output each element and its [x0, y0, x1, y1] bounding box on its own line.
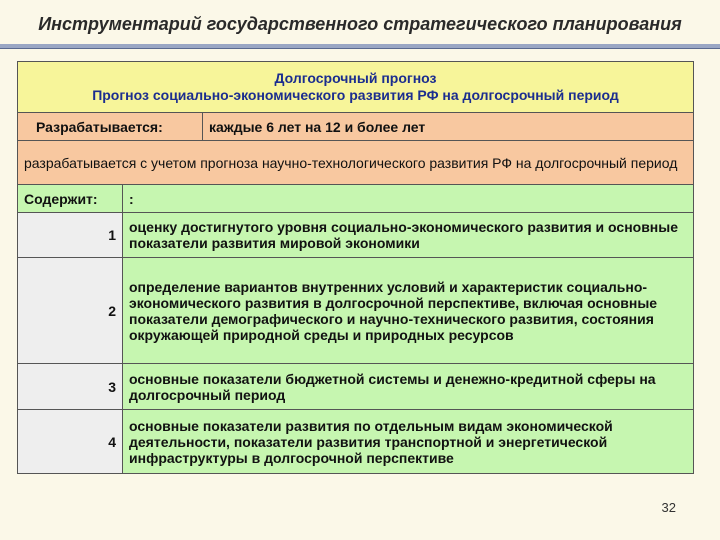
- table-row: [18, 410, 694, 474]
- table-row: [18, 258, 694, 364]
- slide-title: Инструментарий государственного стратегического планирования: [38, 14, 682, 34]
- item-text: основные показатели бюджетной системы и денежно-кредитной сферы на долгосрочный период: [123, 364, 694, 410]
- forecast-table: [17, 61, 694, 474]
- item-number: 2: [18, 258, 123, 364]
- item-text: основные показатели развития по отдельным видам экономической деятельности, показатели развития транспортной и энергетической инфраструктуры в долгосрочной перспективе: [123, 410, 694, 474]
- developed-value: каждые 6 лет на 12 и более лет: [203, 113, 694, 141]
- table-row: [18, 364, 694, 410]
- item-number: 1: [18, 213, 123, 258]
- forecast-subheading: Прогноз социально-экономического развития РФ на долгосрочный период: [92, 87, 619, 103]
- item-number: 4: [18, 410, 123, 474]
- forecast-heading: Долгосрочный прогноз: [274, 70, 437, 86]
- table-row: [18, 213, 694, 258]
- title-divider: [0, 44, 720, 49]
- item-number: 3: [18, 364, 123, 410]
- developed-label: Разрабатывается:: [18, 113, 203, 141]
- basis-text: разрабатывается с учетом прогноза научно-технологического развития РФ на долгосрочный период: [18, 141, 694, 185]
- item-text: определение вариантов внутренних условий и характеристик социально-экономического развития в долгосрочной перспективе, включая основные показатели демографического и научно-технического развития, состояния окружающей природной среды и природных ресурсов: [123, 258, 694, 364]
- contains-value: :: [123, 185, 694, 213]
- table-header: [18, 62, 694, 113]
- item-text: оценку достигнутого уровня социально-экономического развития и основные показатели развития мировой экономики: [123, 213, 694, 258]
- contains-label: Содержит:: [18, 185, 123, 213]
- page-number: 32: [661, 500, 676, 515]
